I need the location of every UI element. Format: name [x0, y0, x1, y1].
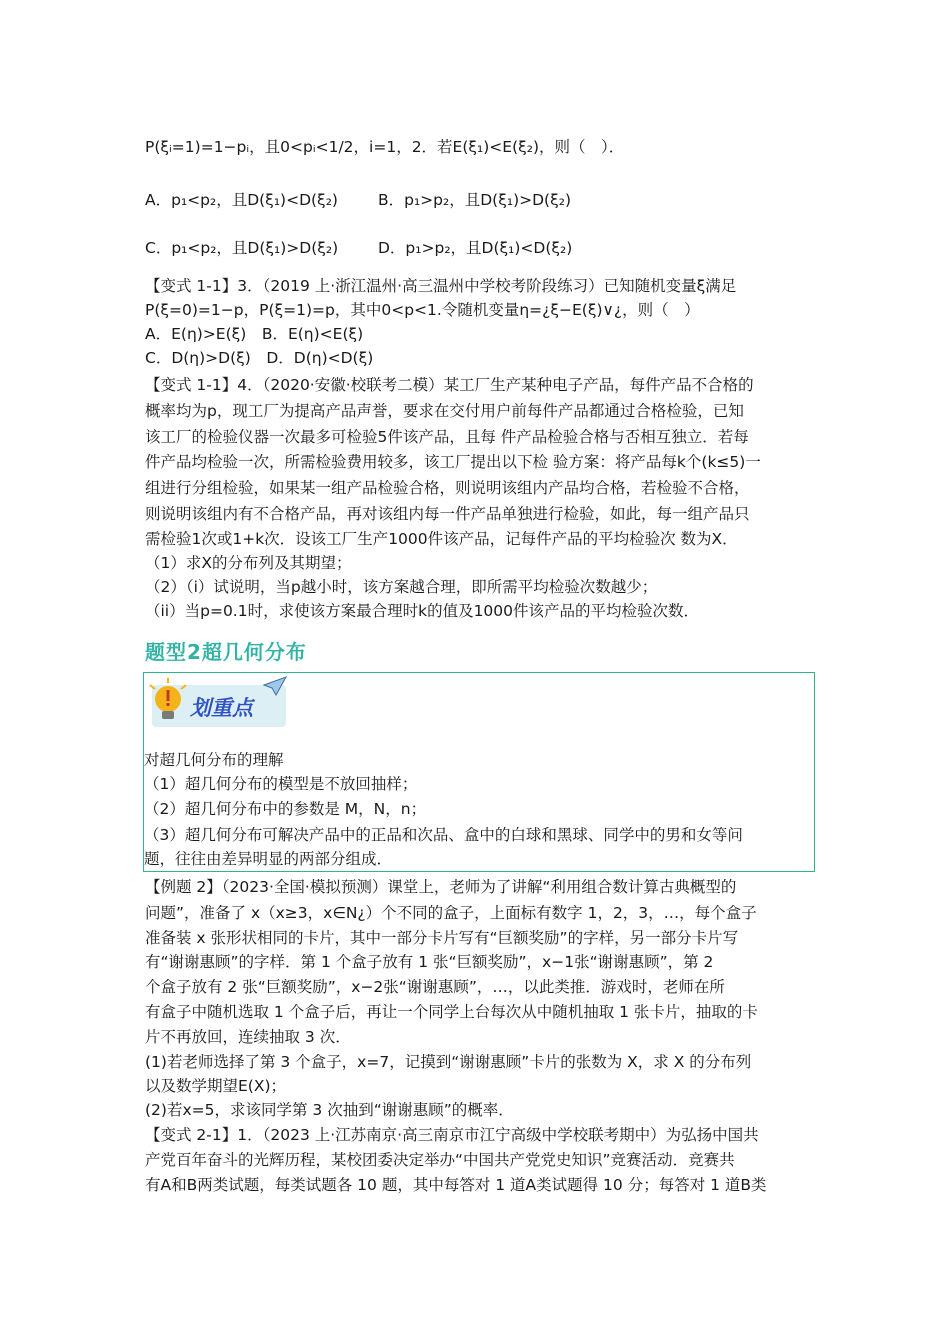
variant-4-line10: （ii）当p=0.1时，求使该方案最合理时k的值及1000件该产品的平均检验次数．	[145, 602, 700, 620]
variant-4-line1: 【变式 1-1】4．（2020·安徽·校联考二模）某工厂生产某种电子产品，每件产品不合格的	[145, 376, 754, 394]
key-point-5: 题，往往由差异明显的两部分组成．	[144, 850, 393, 868]
variant-4-line3: 该工厂的检验仪器一次最多可检验5件该产品，且每 件产品检验合格与否相互独立．若每	[145, 428, 749, 446]
badge-text: 划重点	[190, 697, 253, 720]
section-heading: 题型2超几何分布	[145, 640, 307, 664]
option-b: B．p₁>p₂，且D(ξ₁)>D(ξ₂)	[378, 191, 571, 209]
variant-3-line4: C．D(η)>D(ξ) D．D(η)<D(ξ)	[145, 349, 374, 367]
example-line5: 个盒子放有 2 张“巨额奖励”，x−2张“谢谢惠顾”，…，以此类推．游戏时，老师在所	[145, 978, 725, 996]
option-c: C．p₁<p₂，且D(ξ₁)>D(ξ₂)	[145, 239, 339, 257]
variant-2-1-line3: 有A和B两类试题，每类试题各 10 题，其中每答对 1 道A类试题得 10 分；每答对 1 道B类	[145, 1176, 767, 1194]
variant-4-line9: （2）（i）试说明，当p越小时，该方案越合理，即所需平均检验次数越少；	[145, 578, 658, 596]
example-line10: (2)若x=5，求该同学第 3 次抽到“谢谢惠顾”的概率．	[145, 1101, 514, 1119]
option-d: D．p₁>p₂，且D(ξ₁)<D(ξ₂)	[378, 239, 573, 257]
variant-4-line8: （1）求X的分布列及其期望；	[145, 554, 352, 572]
variant-3-line2: P(ξ=0)=1−p，P(ξ=1)=p，其中0<p<1.令随机变量η=¿ξ−E(ξ)∨¿，则（ ）	[145, 301, 700, 319]
variant-4-line6: 则说明该组内有不合格产品，再对该组内每一件产品单独进行检验，如此，每一组产品只	[145, 505, 750, 523]
example-line2: 问题”，准备了 x（x≥3，x∈N¿）个不同的盒子，上面标有数字 1，2，3，…，每个盒子	[145, 904, 757, 922]
key-point-3: （2）超几何分布中的参数是 M，N，n；	[144, 800, 427, 818]
variant-3-line1: 【变式 1-1】3．（2019 上·浙江温州·高三温州中学校考阶段练习）已知随机变量ξ满足	[145, 277, 737, 295]
variant-4-line7: 需检验1次或1+k次．设该工厂生产1000件该产品，记每件产品的平均检验次 数为X．	[145, 530, 738, 548]
example-line1: 【例题 2】（2023·全国·模拟预测）课堂上，老师为了讲解“利用组合数计算古典概型的	[145, 878, 737, 896]
variant-2-1-line2: 产党百年奋斗的光辉历程，某校团委决定举办“中国共产党党史知识”竞赛活动．竞赛共	[145, 1151, 735, 1169]
example-line4: 有“谢谢惠顾”的字样．第 1 个盒子放有 1 张“巨额奖励”，x−1张“谢谢惠顾”，第 2	[145, 953, 714, 971]
key-points-badge	[146, 675, 290, 731]
variant-4-line2: 概率均为p，现工厂为提高产品声誉，要求在交付用户前每件产品都通过合格检验，已知	[145, 402, 744, 420]
example-line6: 有盒子中随机选取 1 个盒子后，再让一个同学上台每次从中随机抽取 1 张卡片，抽取的卡	[145, 1003, 758, 1021]
example-line8: (1)若老师选择了第 3 个盒子，x=7，记摸到“谢谢惠顾”卡片的张数为 X，求 X 的分布列	[145, 1053, 752, 1071]
key-points-box	[143, 672, 815, 872]
l1: P(ξᵢ=1)=1−pᵢ，且0<pᵢ<1/2，i=1，2．若E(ξ₁)<E(ξ₂)，则（ ）．	[145, 138, 625, 156]
example-line9: 以及数学期望E(X)；	[145, 1077, 287, 1095]
key-point-1: 对超几何分布的理解	[144, 751, 284, 769]
example-line7: 片不再放回，连续抽取 3 次．	[145, 1028, 351, 1046]
variant-4-line5: 组进行分组检验，如果某一组产品检验合格，则说明该组内产品均合格，若检验不合格，	[145, 479, 750, 497]
key-point-4: （3）超几何分布可解决产品中的正品和次品、盒中的白球和黑球、同学中的男和女等问	[144, 826, 743, 844]
option-a: A．p₁<p₂，且D(ξ₁)<D(ξ₂)	[145, 191, 338, 209]
variant-4-line4: 件产品均检验一次，所需检验费用较多，该工厂提出以下检 验方案：将产品每k个(k≤5)一	[145, 453, 761, 471]
variant-2-1-line1: 【变式 2-1】1．（2023 上·江苏南京·高三南京市江宁高级中学校联考期中）为弘扬中国共	[145, 1126, 759, 1144]
key-point-2: （1）超几何分布的模型是不放回抽样；	[144, 775, 418, 793]
example-line3: 准备装 x 张形状相同的卡片，其中一部分卡片写有“巨额奖励”的字样，另一部分卡片写	[145, 929, 739, 947]
variant-3-line3: A．E(η)>E(ξ) B．E(η)<E(ξ)	[145, 325, 364, 343]
